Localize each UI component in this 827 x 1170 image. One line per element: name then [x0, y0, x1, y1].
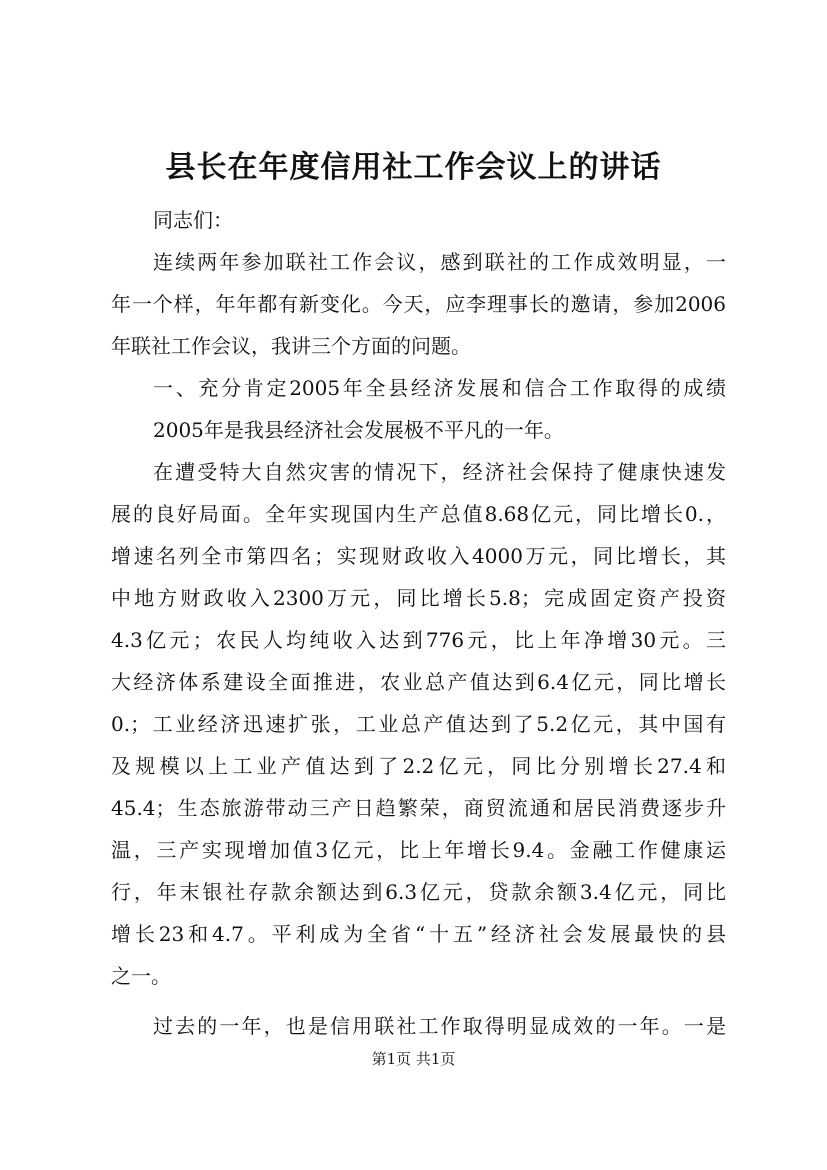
paragraph-line: 过去的一年，也是信用联社工作取得明显成效的一年。一是 — [153, 1014, 726, 1038]
paragraph-line: 及规模以上工业产值达到了2.2亿元，同比分别增长27.4和 — [111, 754, 726, 778]
paragraph-line: 增速名列全市第四名；实现财政收入4000万元，同比增长，其 — [111, 544, 726, 568]
paragraph-line: 2005年是我县经济社会发展极不平凡的一年。 — [153, 418, 564, 442]
paragraph-line: 年联社工作会议，我讲三个方面的问题。 — [111, 334, 471, 358]
document-title: 县长在年度信用社工作会议上的讲话 — [165, 150, 662, 185]
paragraph-line: 行，年末银社存款余额达到6.3亿元，贷款余额3.4亿元，同比 — [111, 880, 726, 904]
paragraph-line: 增长23和4.7。平利成为全省“十五”经济社会发展最快的县 — [111, 922, 726, 946]
paragraph-line: 45.4；生态旅游带动三产日趋繁荣，商贸流通和居民消费逐步升 — [111, 796, 726, 820]
paragraph-line: 之一。 — [111, 964, 171, 988]
paragraph-line: 在遭受特大自然灾害的情况下，经济社会保持了健康快速发 — [153, 460, 726, 484]
paragraph-line: 4.3亿元；农民人均纯收入达到776元，比上年净增30元。三 — [111, 628, 726, 652]
paragraph-line: 展的良好局面。全年实现国内生产总值8.68亿元，同比增长0.， — [111, 502, 726, 526]
paragraph-line: 温，三产实现增加值3亿元，比上年增长9.4。金融工作健康运 — [111, 838, 726, 862]
paragraph-line: 大经济体系建设全面推进，农业总产值达到6.4亿元，同比增长 — [111, 670, 726, 694]
paragraph-line: 年一个样，年年都有新变化。今天，应李理事长的邀请，参加2006 — [111, 292, 726, 316]
page-footer: 第1页 共1页 — [371, 1050, 456, 1068]
section-heading: 一、充分肯定2005年全县经济发展和信合工作取得的成绩 — [153, 376, 726, 400]
paragraph-line: 连续两年参加联社工作会议，感到联社的工作成效明显，一 — [153, 250, 726, 274]
salutation: 同志们： — [153, 208, 233, 232]
document-body — [111, 199, 726, 1047]
paragraph-gap — [111, 997, 726, 1005]
paragraph-line: 中地方财政收入2300万元，同比增长5.8；完成固定资产投资 — [111, 586, 726, 610]
paragraph-line: 0.；工业经济迅速扩张，工业总产值达到了5.2亿元，其中国有 — [111, 712, 726, 736]
